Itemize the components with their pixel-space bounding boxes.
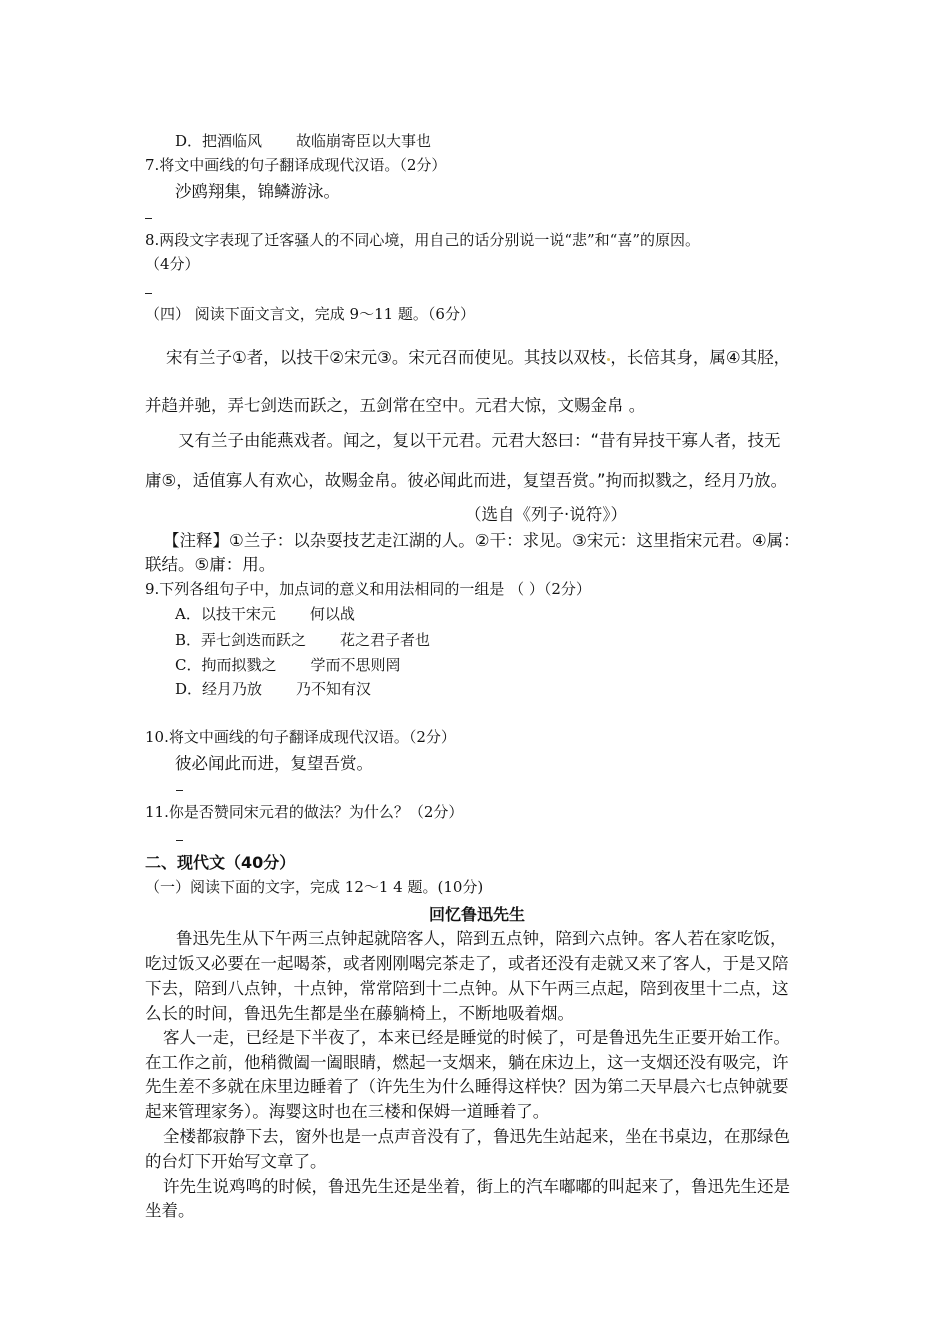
article-line: 起来管理家务）。海婴这时也在三楼和保姆一道睡着了。 [145, 1102, 550, 1121]
passage-line-3: 又有兰子由能燕戏者。闻之，复以干元君。元君大怒曰：“昔有异技干寡人者，技无 [178, 431, 781, 450]
q11-prompt: 11.你是否赞同宋元君的做法？为什么？（2分） [145, 803, 464, 821]
article-line: 的台灯下开始写文章了。 [145, 1152, 327, 1171]
option-label: D．把酒临风 [175, 132, 263, 150]
q10-answer-blank[interactable] [176, 790, 183, 791]
article-line: 坐着。 [145, 1201, 195, 1220]
q10-sentence: 彼必闻此而进，复望吾赏。 [175, 754, 373, 773]
notes-line-2: 联结。⑤庸：用。 [145, 555, 276, 574]
q8-prompt: 8.两段文字表现了迁客骚人的不同心境，用自己的话分别说一说“悲”和“喜”的原因。 [145, 231, 700, 249]
q7-prompt: 7.将文中画线的句子翻译成现代汉语。（2分） [145, 156, 447, 174]
article-line: 先生差不多就在床里边睡着了（许先生为什么睡得这样快？因为第二天早晨六七点钟就要 [145, 1077, 789, 1096]
q8-score: （4分） [145, 255, 200, 273]
notes-line-1: 【注释】①兰子：以杂耍技艺走江湖的人。②干：求见。③宋元：这里指宋元君。④属： [163, 531, 800, 550]
option-pair: 故临崩寄臣以大事也 [296, 132, 432, 150]
q6-option-d [175, 130, 431, 151]
option-pair: 乃不知有汉 [296, 680, 372, 698]
q9-option-d [175, 678, 371, 699]
article-line: 鲁迅先生从下午两三点钟起就陪客人，陪到五点钟，陪到六点钟。客人若在家吃饭， [176, 929, 787, 948]
article-line: 么长的时间，鲁迅先生都是坐在藤躺椅上，不断地吸着烟。 [145, 1004, 574, 1023]
passage-line-4: 庸⑤，适值寡人有欢心，故赐金帛。彼必闻此而进，复望吾赏。”拘而拟戮之，经月乃放。 [145, 471, 788, 490]
q9-option-c [175, 654, 401, 675]
article-title: 回忆鲁迅先生 [429, 905, 526, 924]
q9-option-a [175, 603, 355, 624]
passage-line-2: 并趋并驰，弄七剑迭而跃之，五剑常在空中。元君大惊，文赐金帛 。 [145, 396, 646, 415]
q7-answer-blank[interactable] [145, 218, 152, 219]
option-label: A．以技干宋元 [175, 605, 276, 623]
q7-sentence: 沙鸥翔集，锦鳞游泳。 [175, 182, 340, 201]
q10-prompt: 10.将文中画线的句子翻译成现代汉语。（2分） [145, 728, 456, 746]
article-line: 在工作之前，他稍微阖一阖眼睛，燃起一支烟来，躺在床边上，这一支烟还没有吸完，许 [145, 1053, 789, 1072]
article-line: 全楼都寂静下去，窗外也是一点声音没有了，鲁迅先生站起来，坐在书桌边，在那绿色 [163, 1127, 790, 1146]
passage-line-1-b: ，长倍其身，属④其胫， [610, 348, 791, 367]
part2-sub-heading: （一）阅读下面的文字，完成 12～1 4 题。(10分) [145, 878, 484, 896]
option-pair: 何以战 [309, 605, 355, 623]
passage-source: （选自《列子·说符》） [465, 505, 627, 524]
q8-answer-blank[interactable] [145, 293, 152, 294]
article-line: 许先生说鸡鸣的时候，鲁迅先生还是坐着，街上的汽车嘟嘟的叫起来了，鲁迅先生还是 [163, 1177, 790, 1196]
option-label: C．拘而拟戮之 [175, 656, 277, 674]
option-pair: 学而不思则罔 [310, 656, 401, 674]
section4-heading: （四） 阅读下面文言文，完成 9～11 题。（6分） [145, 305, 475, 323]
option-label: B．弄七剑迭而跃之 [175, 631, 307, 649]
q11-answer-blank[interactable] [176, 840, 183, 841]
passage-line-1-a: 宋有兰子①者，以技干②宋元③。宋元召而使见。其技以双枝 [166, 348, 607, 367]
article-line: 客人一走，已经是下半夜了，本来已经是睡觉的时候了，可是鲁迅先生正要开始工作。 [163, 1028, 790, 1047]
q9-prompt: 9.下列各组句子中，加点词的意义和用法相同的一组是 （ ）（2分） [145, 580, 591, 598]
option-pair: 花之君子者也 [340, 631, 431, 649]
q9-option-b [175, 629, 430, 650]
passage-line-1 [166, 344, 790, 368]
part2-heading: 二、现代文（40分） [145, 853, 296, 872]
article-line: 吃过饭又必要在一起喝茶，或者刚刚喝完茶走了，或者还没有走就又来了客人，于是又陪 [145, 954, 789, 973]
article-line: 下去，陪到八点钟，十点钟，常常陪到十二点钟。从下午两三点起，陪到夜里十二点，这 [145, 979, 789, 998]
option-label: D．经月乃放 [175, 680, 263, 698]
